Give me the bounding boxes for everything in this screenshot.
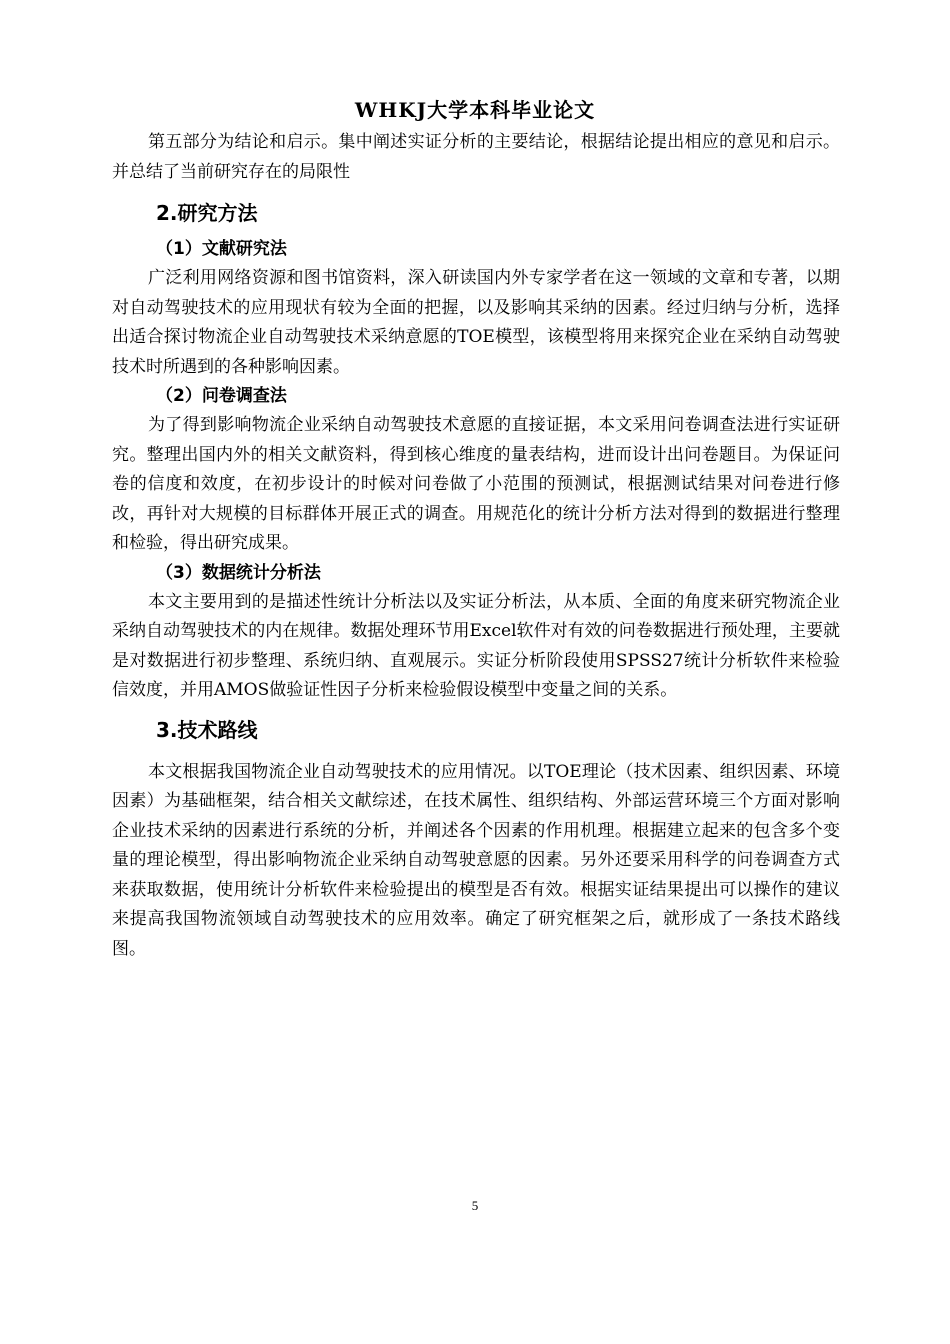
paragraph-statistics-method: 本文主要用到的是描述性统计分析法以及实证分析法，从本质、全面的角度来研究物流企业采纳自动驾驶技术的内在规律。数据处理环节用Excel软件对有效的问卷数据进行预处理，主要就是对数据进行初步整理、系统归纳、直观展示。实证分析阶段使用SPSS27统计分析软件来检验信效度，并用AMOS做验证性因子分析来检验假设模型中变量之间的关系。: [112, 591, 840, 700]
section-heading-methods: 2.研究方法: [156, 201, 258, 225]
paragraph-literature-method: 广泛利用网络资源和图书馆资料，深入研读国内外专家学者在这一领域的文章和专著，以期对自动驾驶技术的应用现状有较为全面的把握，以及影响其采纳的因素。经过归纳与分析，选择出适合探讨物流企业自动驾驶技术采纳意愿的TOE模型，该模型将用来探究企业在采纳自动驾驶技术时所遇到的各种影响因素。: [112, 268, 840, 377]
intro-paragraph: 第五部分为结论和启示。集中阐述实证分析的主要结论，根据结论提出相应的意见和启示。并总结了当前研究存在的局限性: [112, 132, 840, 182]
subheading-survey-method: （2）问卷调查法: [156, 386, 287, 406]
section-heading-route: 3.技术路线: [156, 717, 258, 742]
paragraph-route: 本文根据我国物流企业自动驾驶技术的应用情况。以TOE理论（技术因素、组织因素、环境因素）为基础框架，结合相关文献综述，在技术属性、组织结构、外部运营环境三个方面对影响企业技术采纳的因素进行系统的分析，并阐述各个因素的作用机理。根据建立起来的包含多个变量的理论模型，得出影响物流企业采纳自动驾驶意愿的因素。另外还要采用科学的问卷调查方式来获取数据，使用统计分析软件来检验提出的模型是否有效。根据实证结果提出可以操作的建议来提高我国物流领域自动驾驶技术的应用效率。确定了研究框架之后，就形成了一条技术路线图。: [112, 761, 840, 959]
page-body: [112, 128, 840, 964]
page-number: 5: [471, 1198, 479, 1213]
subheading-statistics-method: （3）数据统计分析法: [156, 562, 321, 583]
subheading-literature-method: （1）文献研究法: [156, 239, 287, 259]
paragraph-survey-method: 为了得到影响物流企业采纳自动驾驶技术意愿的直接证据，本文采用问卷调查法进行实证研究。整理出国内外的相关文献资料，得到核心维度的量表结构，进而设计出问卷题目。为保证问卷的信度和效度，在初步设计的时候对问卷做了小范围的预测试，根据测试结果对问卷进行修改，再针对大规模的目标群体开展正式的调查。用规范化的统计分析方法对得到的数据进行整理和检验，得出研究成果。: [112, 415, 840, 553]
running-header: WHKJ大学本科毕业论文: [354, 98, 596, 122]
